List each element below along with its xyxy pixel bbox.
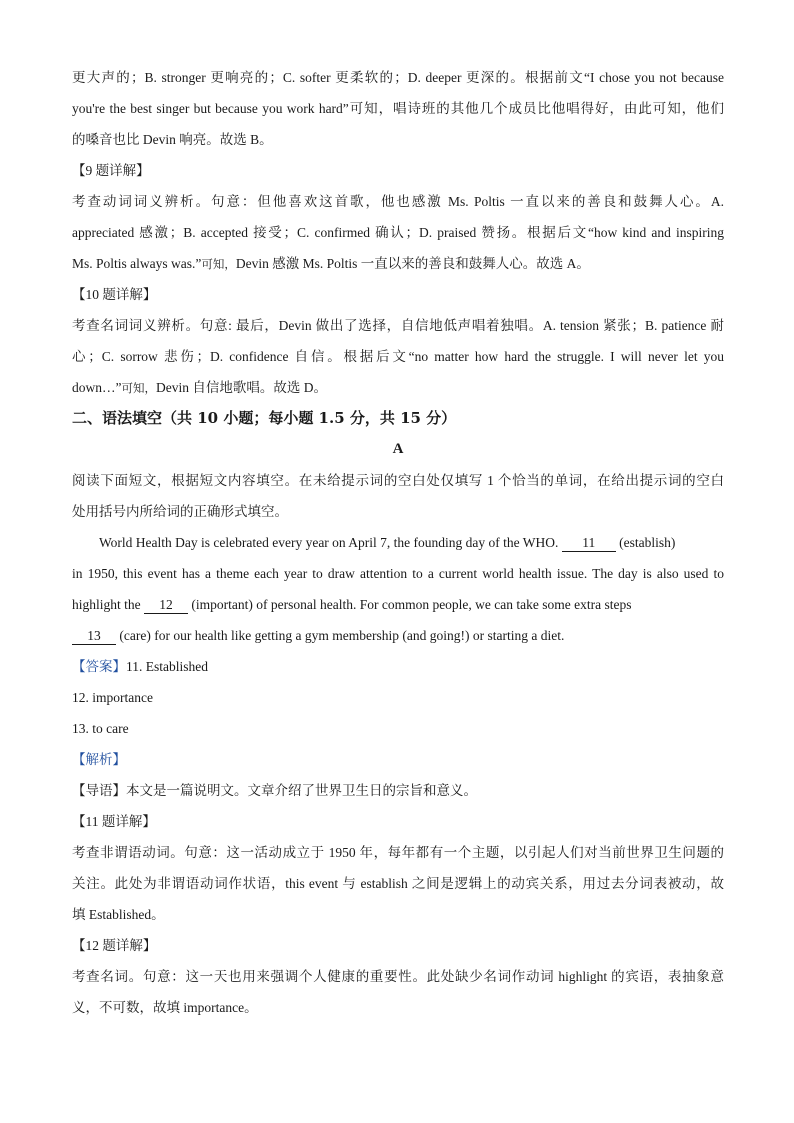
text-span: down…” (72, 380, 122, 395)
text-span: 可知， (201, 259, 236, 271)
text-line: 考查名词。句意：这一天也用来强调个人健康的重要性。此处缺少名词作动词 highlight 的宾语，表抽象意 (72, 969, 724, 984)
text-line: 心；C. sorrow 悲伤；D. confidence 自信。根据后文“no matter how hard the struggle. I will never let you (72, 349, 724, 364)
instruction-line: 处用括号内所给词的正确形式填空。 (72, 504, 288, 519)
section-label-q9: 【9 题详解】 (72, 163, 150, 178)
section-label-q11: 【11 题详解】 (72, 814, 156, 829)
intro-line: 【导语】本文是一篇说明文。文章介绍了世界卫生日的宗旨和意义。 (72, 783, 477, 798)
passage-line (72, 527, 724, 558)
answer-line: 12. importance (72, 690, 153, 705)
text-line: 的嗓音也比 Devin 响亮。故选 B。 (72, 132, 273, 147)
text-line: 考查非谓语动词。句意：这一活动成立于 1950 年，每年都有一个主题，以引起人们对当前世界卫生问题的 (72, 845, 724, 860)
text-span: Devin 感激 Ms. Poltis 一直以来的善良和鼓舞人心。故选 A。 (235, 256, 590, 271)
text-line: 更大声的；B. stronger 更响亮的；C. softer 更柔软的；D. deeper 更深的。根据前文“I chose you not because (72, 70, 724, 85)
section-label-q12: 【12 题详解】 (72, 938, 157, 953)
text-span: Devin 自信地歌唱。故选 D。 (156, 380, 327, 395)
document-page (72, 62, 724, 1023)
text-line (72, 372, 724, 403)
instruction-line: 阅读下面短文，根据短文内容填空。在未给提示词的空白处仅填写 1 个恰当的单词，在给出提示词的空白 (72, 473, 724, 488)
text-line: you're the best singer but because you work hard”可知，唱诗班的其他几个成员比他唱得好，由此可知，他们 (72, 101, 724, 116)
answer-tag: 【答案】 (72, 659, 126, 674)
answer-blank-11: 11 (562, 535, 616, 552)
text-line: 填 Established。 (72, 907, 165, 922)
answer-line: 13. to care (72, 721, 129, 736)
text-line: 义，不可数，故填 importance。 (72, 1000, 258, 1015)
passage-line: in 1950, this event has a theme each year to draw attention to a current world health issue. The day is also used to (72, 566, 724, 581)
section-heading: 二、语法填空（共 10 小题；每小题 1.5 分，共 15 分） (72, 409, 457, 427)
text-span: (care) for our health like getting a gym membership (and going!) or starting a diet. (119, 628, 565, 643)
text-line (72, 248, 724, 279)
answer-text: 11. Established (126, 659, 208, 674)
text-span: highlight the (72, 597, 141, 612)
text-span: (important) of personal health. For common people, we can take some extra steps (191, 597, 632, 612)
text-line: appreciated 感激；B. accepted 接受；C. confirmed 确认；D. praised 赞扬。根据后文“how kind and inspiring (72, 225, 724, 240)
passage-label: A (392, 441, 404, 457)
text-span: 可知， (121, 383, 156, 395)
text-line: 关注。此处为非谓语动词作状语，this event 与 establish 之间是逻辑上的动宾关系，用过去分词表被动，故 (72, 876, 724, 891)
analysis-tag: 【解析】 (72, 752, 126, 767)
answer-line (72, 651, 724, 682)
passage-line (72, 620, 724, 651)
text-line: 考查动词词义辨析。句意：但他喜欢这首歌，他也感激 Ms. Poltis 一直以来的善良和鼓舞人心。A. (72, 194, 724, 209)
text-span: (establish) (619, 535, 676, 550)
text-line: 考查名词词义辨析。句意: 最后，Devin 做出了选择，自信地低声唱着独唱。A. tension 紧张；B. patience 耐 (72, 318, 724, 333)
section-label-q10: 【10 题详解】 (72, 287, 157, 302)
answer-blank-13: 13 (72, 628, 116, 645)
answer-blank-12: 12 (144, 597, 188, 614)
passage-line (72, 589, 724, 620)
text-span: Ms. Poltis always was.” (72, 256, 202, 271)
text-span: World Health Day is celebrated every year on April 7, the founding day of the WHO. (99, 535, 559, 550)
